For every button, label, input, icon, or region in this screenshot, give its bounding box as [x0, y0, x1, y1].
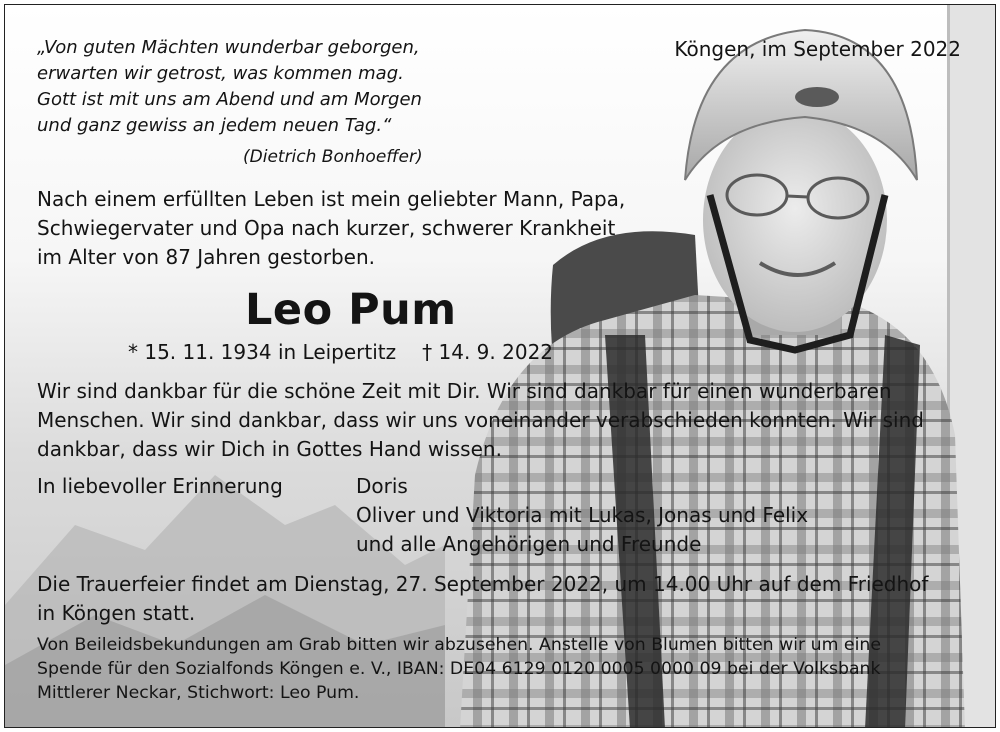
birth-date: * 15. 11. 1934 in Leipertitz	[128, 340, 397, 364]
life-dates	[128, 340, 553, 364]
intro-text	[37, 185, 625, 272]
intro-line: Schwiegervater und Opa nach kurzer, schwerer Krankheit	[37, 216, 616, 240]
mourners-list	[356, 472, 808, 559]
note-line: Spende für den Sozialfonds Köngen e. V., IBAN: DE04 6129 0120 0005 0000 09 bei der Volksbank	[37, 659, 881, 679]
service-line: Die Trauerfeier findet am Dienstag, 27. September 2022, um 14.00 Uhr auf dem Friedhof	[37, 572, 929, 596]
note-line: Mittlerer Neckar, Stichwort: Leo Pum.	[37, 683, 360, 703]
quote-line: „Von guten Mächten wunderbar geborgen,	[37, 37, 420, 58]
mourner-entry: Doris	[356, 474, 408, 498]
note-line: Von Beileidsbekundungen am Grab bitten wir abzusehen. Anstelle von Blumen bitten wir um eine	[37, 635, 881, 655]
funeral-service-text	[37, 570, 928, 628]
quote-author: (Dietrich Bonhoeffer)	[243, 147, 423, 167]
death-date: † 14. 9. 2022	[422, 340, 554, 364]
quote-line: erwarten wir getrost, was kommen mag.	[37, 63, 404, 84]
service-line: in Köngen statt.	[37, 601, 196, 625]
quote-line: und ganz gewiss an jedem neuen Tag.“	[37, 115, 392, 136]
place-and-date: Köngen, im September 2022	[674, 37, 961, 61]
donation-note	[37, 633, 881, 705]
mourner-entry: Oliver und Viktoria mit Lukas, Jonas und Felix	[356, 503, 809, 527]
intro-line: Nach einem erfüllten Leben ist mein geliebter Mann, Papa,	[37, 187, 626, 211]
gratitude-line: Menschen. Wir sind dankbar, dass wir uns voneinander verabschieden konnten. Wir sind	[37, 408, 924, 432]
gratitude-line: dankbar, dass wir Dich in Gottes Hand wissen.	[37, 437, 502, 461]
gratitude-text	[37, 377, 924, 464]
intro-line: im Alter von 87 Jahren gestorben.	[37, 245, 375, 269]
deceased-name: Leo Pum	[245, 285, 457, 335]
mourner-entry: und alle Angehörigen und Freunde	[356, 532, 702, 556]
gratitude-line: Wir sind dankbar für die schöne Zeit mit Dir. Wir sind dankbar für einen wunderbaren	[37, 379, 892, 403]
quote-line: Gott ist mit uns am Abend und am Morgen	[37, 89, 422, 110]
obituary-notice	[4, 4, 996, 728]
poem-quote	[37, 35, 422, 139]
memory-label: In liebevoller Erinnerung	[37, 474, 283, 498]
